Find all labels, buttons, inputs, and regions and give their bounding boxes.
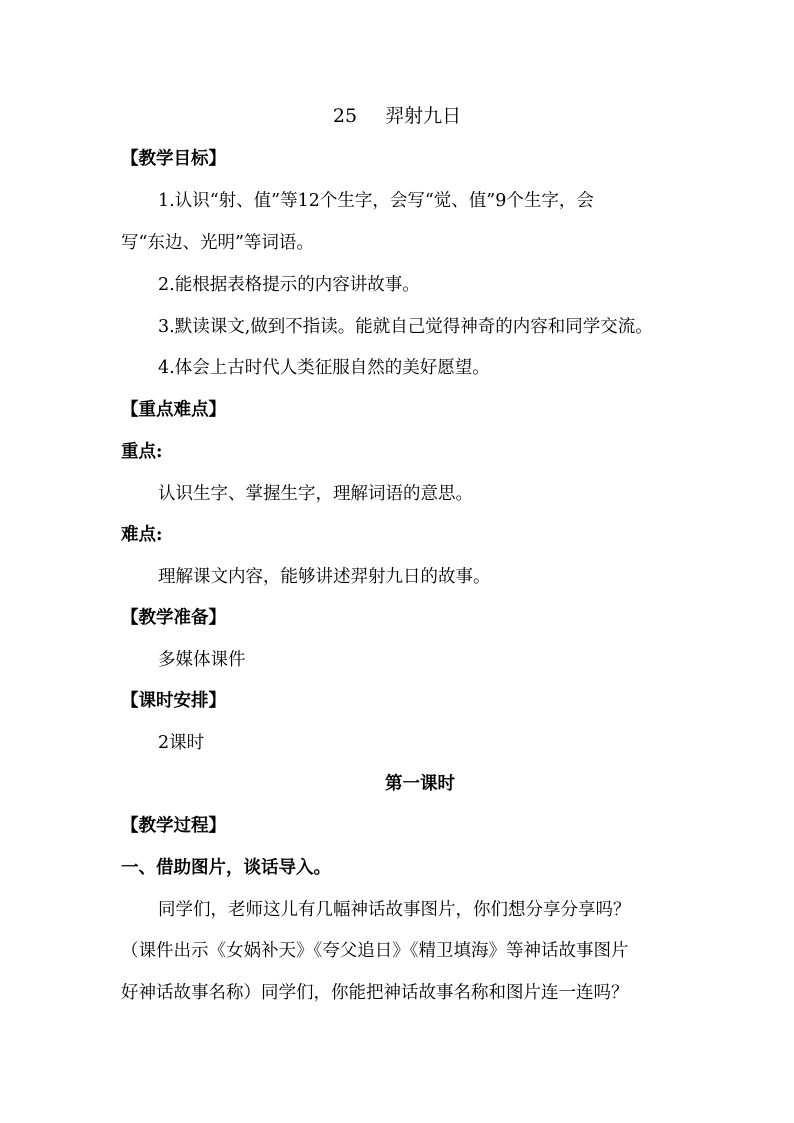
first-period-heading: 第一课时 bbox=[385, 774, 455, 794]
step-1-paragraph-line-3: 好神话故事名称）同学们，你能把神话故事名称和图片连一连吗？ bbox=[121, 983, 629, 1003]
goal-1-line-a: 1.认识“射、值”等12个生字，会写“觉、值”9个生字，会 bbox=[158, 191, 594, 211]
key-label: 重点: bbox=[121, 442, 163, 462]
goals-heading: 【教学目标】 bbox=[121, 149, 226, 169]
step-1-paragraph-line-2: （课件出示《女娲补天》《夸父追日》《精卫填海》等神话故事图片 bbox=[121, 941, 629, 961]
lesson-title bbox=[0, 103, 794, 129]
schedule-heading: 【课时安排】 bbox=[121, 691, 226, 711]
process-heading: 【教学过程】 bbox=[121, 816, 226, 836]
lesson-name: 羿射九日 bbox=[385, 105, 462, 127]
key-text: 认识生字、掌握生字，理解词语的意思。 bbox=[158, 484, 473, 504]
difficult-label: 难点: bbox=[121, 525, 163, 545]
keypoints-heading: 【重点难点】 bbox=[121, 400, 226, 420]
step-1-paragraph-line-1: 同学们，老师这儿有几幅神话故事图片，你们想分享分享吗？ bbox=[158, 900, 631, 920]
goal-4: 4.体会上古时代人类征服自然的美好愿望。 bbox=[158, 358, 490, 378]
prep-heading: 【教学准备】 bbox=[121, 608, 226, 628]
goal-2: 2.能根据表格提示的内容讲故事。 bbox=[158, 275, 420, 295]
goal-3: 3.默读课文,做到不指读。能就自己觉得神奇的内容和同学交流。 bbox=[158, 317, 653, 337]
lesson-number: 25 bbox=[332, 105, 358, 127]
schedule-text: 2课时 bbox=[158, 733, 205, 753]
prep-text: 多媒体课件 bbox=[158, 650, 246, 670]
difficult-text: 理解课文内容，能够讲述羿射九日的故事。 bbox=[158, 567, 491, 587]
goal-1-line-b: 写“东边、光明”等词语。 bbox=[121, 233, 314, 253]
step-1-heading: 一、借助图片，谈话导入。 bbox=[121, 858, 331, 878]
